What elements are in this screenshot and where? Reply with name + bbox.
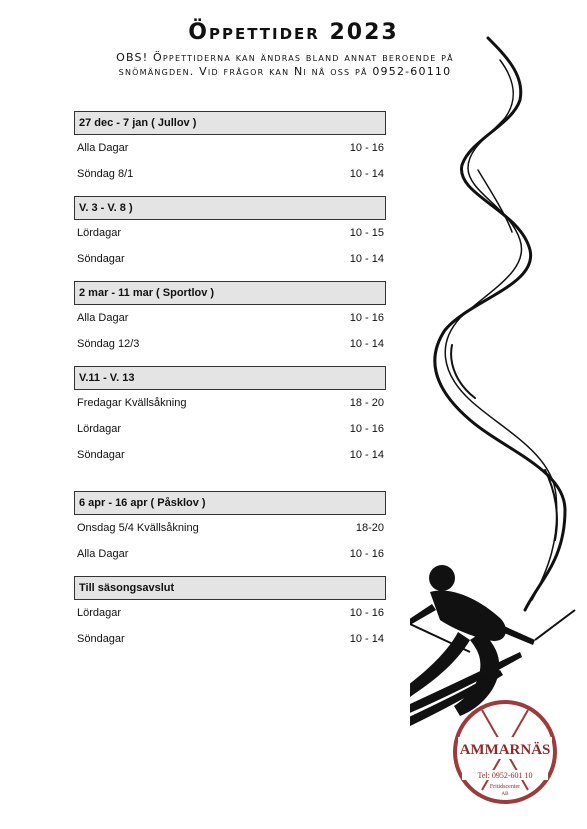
row-hours: 10 - 15: [349, 227, 384, 239]
schedule-row: [73, 246, 391, 272]
row-hours: 10 - 14: [349, 168, 384, 180]
skier-illustration: [410, 30, 587, 829]
row-hours: 10 - 14: [349, 253, 384, 265]
logo-sub1: Fritidscenter: [489, 784, 521, 790]
schedule-row: [73, 416, 391, 442]
schedule-row: [73, 390, 391, 416]
row-hours: 10 - 14: [349, 338, 384, 350]
company-logo: [455, 702, 555, 802]
logo-sub2: AB: [501, 792, 509, 797]
schedule-row: [73, 541, 391, 567]
schedule-section: [73, 576, 391, 652]
schedule-row: [73, 305, 391, 331]
row-hours: 10 - 16: [349, 423, 384, 435]
schedule-row: [73, 161, 391, 187]
row-label: Lördagar: [77, 423, 122, 435]
row-label: Söndagar: [77, 253, 125, 265]
notice-line-1: OBS! Öppettiderna kan ändras bland annat beroende på: [116, 51, 454, 64]
row-label: Fredagar Kvällsåkning: [77, 397, 187, 409]
logo-tel: Tel: 0952-601 10: [477, 771, 533, 780]
section-header: 27 dec - 7 jan ( Jullov ): [74, 111, 386, 135]
schedule-row: [73, 220, 391, 246]
row-label: Söndagar: [77, 449, 125, 461]
row-label: Alla Dagar: [77, 142, 129, 154]
row-label: Alla Dagar: [77, 312, 129, 324]
schedule-section: [73, 196, 391, 272]
row-label: Alla Dagar: [77, 548, 129, 560]
schedule-row: [73, 331, 391, 357]
section-header: Till säsongsavslut: [74, 576, 386, 600]
row-hours: 10 - 14: [349, 449, 384, 461]
section-header: V.11 - V. 13: [74, 366, 386, 390]
schedule-row: [73, 515, 391, 541]
schedule: [73, 111, 391, 652]
schedule-section: [73, 111, 391, 187]
schedule-section: [73, 491, 391, 567]
section-header: 6 apr - 16 apr ( Påsklov ): [74, 491, 386, 515]
page-title: Öppettider 2023: [188, 20, 399, 45]
row-hours: 18 - 20: [349, 397, 384, 409]
row-hours: 10 - 16: [349, 548, 384, 560]
schedule-row: [73, 626, 391, 652]
section-header: 2 mar - 11 mar ( Sportlov ): [74, 281, 386, 305]
row-label: Lördagar: [77, 227, 122, 239]
logo-name: AMMARNÄS: [459, 742, 551, 758]
notice-line-2: snömängden. Vid frågor kan Ni nå oss på 0952-60110: [118, 65, 452, 78]
row-hours: 10 - 16: [349, 142, 384, 154]
schedule-section: [73, 281, 391, 357]
row-hours: 18-20: [355, 522, 384, 534]
section-header: V. 3 - V. 8 ): [74, 196, 386, 220]
schedule-row: [73, 135, 391, 161]
row-label: Söndag 12/3: [77, 338, 140, 350]
row-label: Lördagar: [77, 607, 122, 619]
schedule-row: [73, 600, 391, 626]
ski-trail-lines: [435, 38, 565, 610]
schedule-section: [73, 366, 391, 468]
row-label: Söndagar: [77, 633, 125, 645]
row-label: Söndag 8/1: [77, 168, 134, 180]
schedule-row: [73, 442, 391, 468]
row-hours: 10 - 14: [349, 633, 384, 645]
row-label: Onsdag 5/4 Kvällsåkning: [77, 522, 199, 534]
row-hours: 10 - 16: [349, 312, 384, 324]
row-hours: 10 - 16: [349, 607, 384, 619]
